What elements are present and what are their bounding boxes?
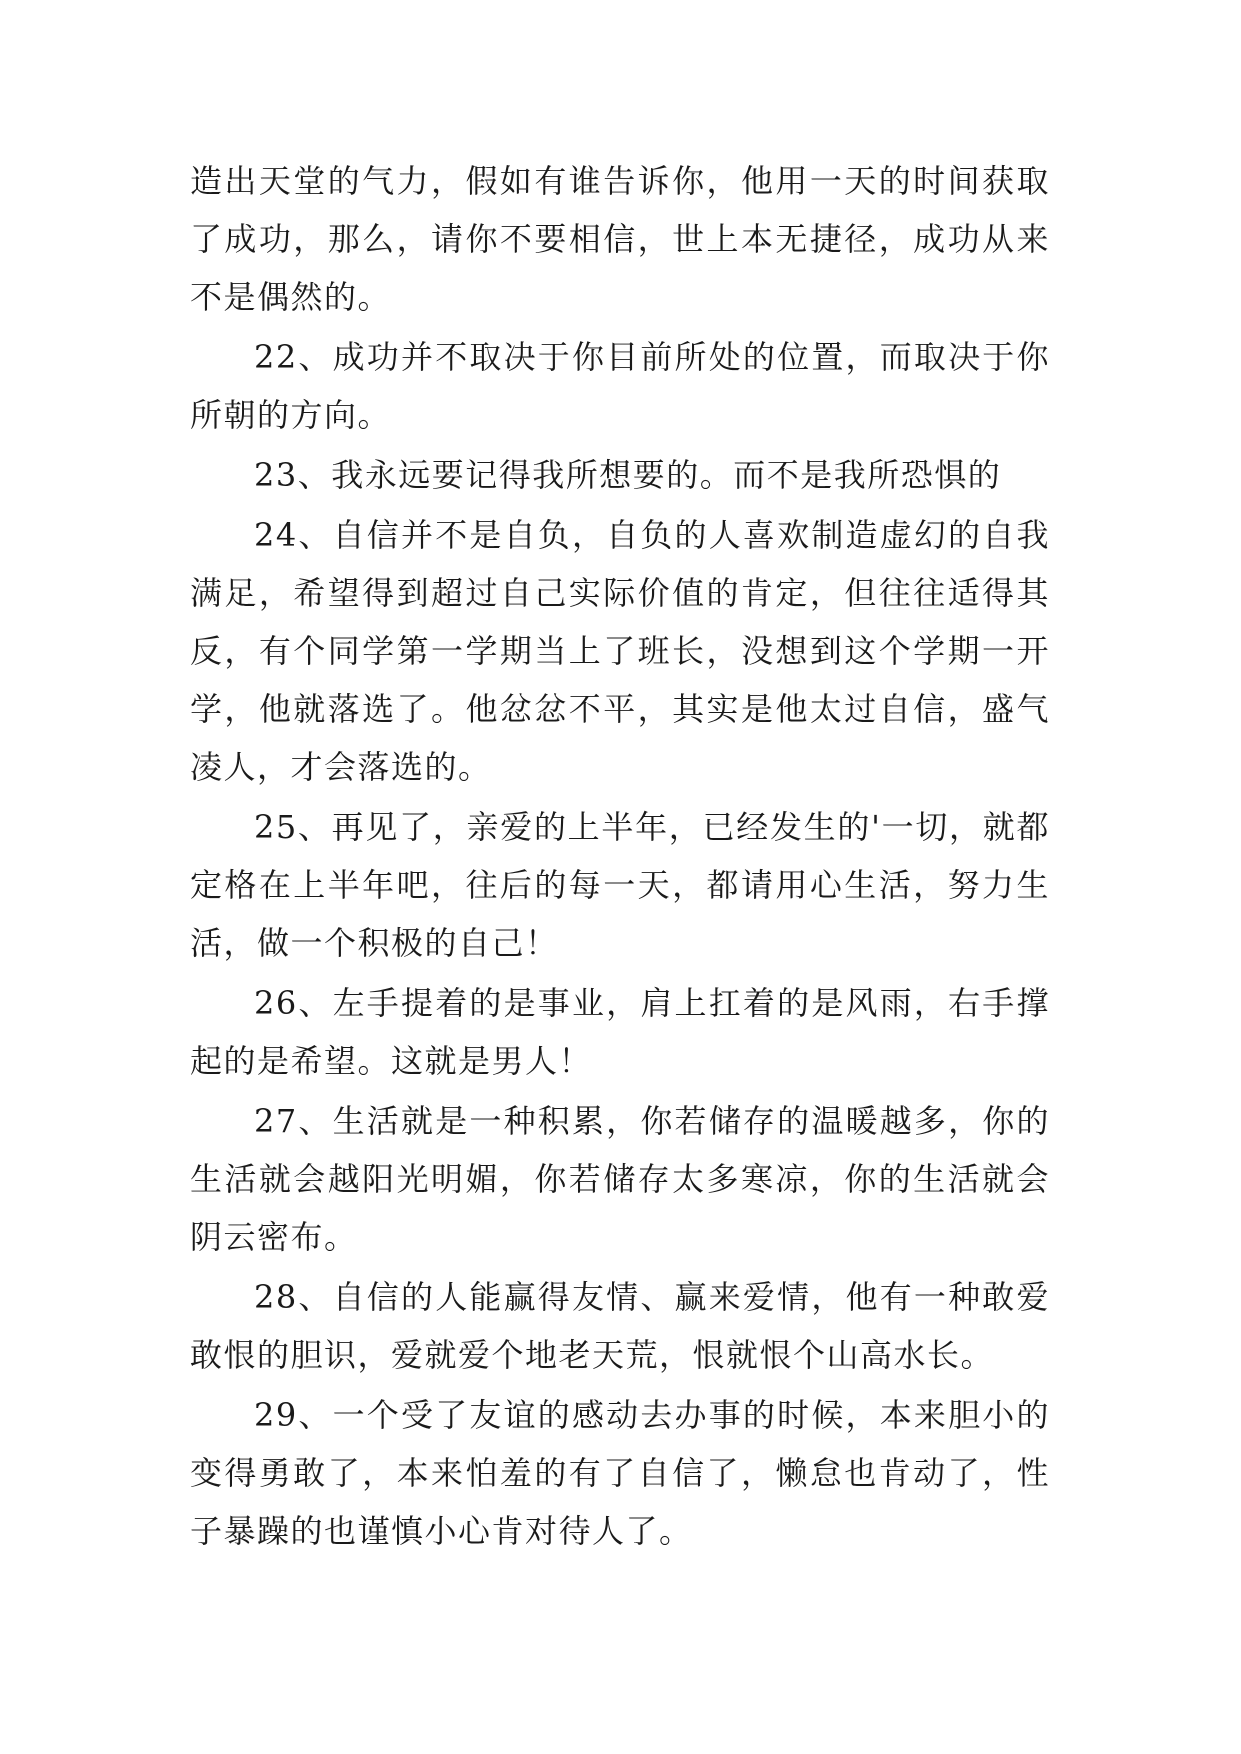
paragraph-22: 22、成功并不取决于你目前所处的位置，而取决于你所朝的方向。 [190,338,1050,434]
paragraph-continuation: 造出天堂的气力，假如有谁告诉你，他用一天的时间获取了成功，那么，请你不要相信，世上本无捷径，成功从来不是偶然的。 [190,162,1050,316]
paragraph-25: 25、再见了，亲爱的上半年，已经发生的'一切，就都定格在上半年吧，往后的每一天，都请用心生活，努力生活，做一个积极的自己！ [190,808,1050,962]
paragraph-23: 23、我永远要记得我所想要的。而不是我所恐惧的 [254,456,1002,494]
paragraph-27: 27、生活就是一种积累，你若储存的温暖越多，你的生活就会越阳光明媚，你若储存太多寒凉，你的生活就会阴云密布。 [190,1102,1050,1256]
paragraph-29: 29、一个受了友谊的感动去办事的时候，本来胆小的变得勇敢了，本来怕羞的有了自信了，懒怠也肯动了，性子暴躁的也谨慎小心肯对待人了。 [190,1396,1050,1550]
document-body [190,152,1050,1562]
paragraph-24: 24、自信并不是自负，自负的人喜欢制造虚幻的自我满足，希望得到超过自己实际价值的肯定，但往往适得其反，有个同学第一学期当上了班长，没想到这个学期一开学，他就落选了。他忿忿不平，其实是他太过自信，盛气凌人，才会落选的。 [190,516,1050,786]
paragraph-26: 26、左手提着的是事业，肩上扛着的是风雨，右手撑起的是希望。这就是男人！ [190,984,1050,1080]
paragraph-28: 28、自信的人能赢得友情、赢来爱情，他有一种敢爱敢恨的胆识，爱就爱个地老天荒，恨就恨个山高水长。 [190,1278,1050,1374]
